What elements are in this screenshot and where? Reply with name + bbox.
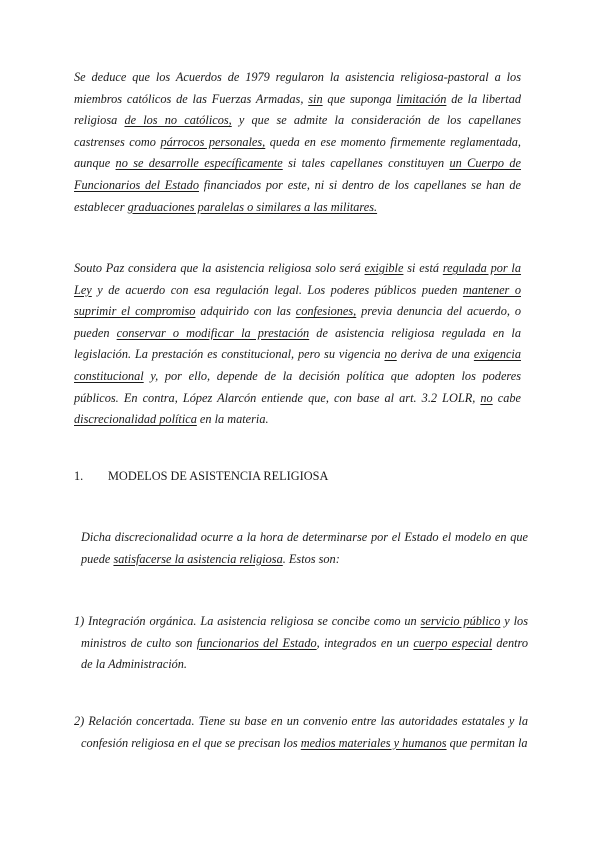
text-run: 2) Relación concertada. Tiene su base en un convenio entre las autoridades estatales y la confesión religiosa en el que se precisan los xyxy=(74,714,528,750)
text-run: en la materia. xyxy=(196,412,269,427)
underlined-text: sin xyxy=(308,91,323,106)
text-run: Se deduce que los Acuerdos de 1979 regularon la asistencia religiosa-pastoral a los miembros católicos de las Fuerzas Armadas, xyxy=(74,70,521,106)
text-run: 1) Integración orgánica. La asistencia religiosa se concibe como un xyxy=(74,614,421,628)
text-run: que permitan la xyxy=(446,735,528,750)
list-item-relacion-concertada xyxy=(74,711,528,771)
underlined-text: funcionarios del Estado xyxy=(196,635,317,650)
text-run: que suponga xyxy=(322,91,397,106)
underlined-text: exigible xyxy=(364,261,404,275)
list-item-integracion-organica xyxy=(74,611,528,676)
section-title: MODELOS DE ASISTENCIA RELIGIOSA xyxy=(108,469,329,483)
underlined-text: un Cuerpo de Funcionarios del Estado xyxy=(74,156,521,192)
text-run: y de acuerdo con esa regulación legal. Los poderes públicos pueden xyxy=(91,282,463,297)
text-run: financiados por este, ni si dentro de los capellanes se han de establecer xyxy=(74,177,521,214)
text-run: adquirido con las xyxy=(195,304,296,319)
underlined-text: graduaciones paralelas o similares a las militares. xyxy=(127,199,378,214)
underlined-text: de los no católicos, xyxy=(124,113,232,128)
text-run: Souto Paz considera que la asistencia religiosa solo será xyxy=(74,261,365,275)
section-heading xyxy=(74,466,521,486)
underlined-text: no se desarrolle específicamente xyxy=(115,156,283,171)
paragraph-acuerdos-1979 xyxy=(74,67,521,218)
text-run: queda en ese momento firmemente reglamentada, aunque xyxy=(74,134,521,171)
underlined-text: servicio público xyxy=(420,614,501,628)
text-run: si tales capellanes constituyen xyxy=(282,156,450,171)
underlined-text: cuerpo especial xyxy=(413,635,493,650)
paragraph-souto-paz xyxy=(74,258,521,431)
underlined-text: exigencia constitucional xyxy=(74,347,521,383)
text-run: dentro de la Administración. xyxy=(81,635,528,672)
text-run: deriva de una xyxy=(396,347,474,362)
text-run: . Estos son: xyxy=(282,551,340,566)
paragraph-discrecionalidad xyxy=(74,527,528,570)
underlined-text: no xyxy=(480,390,493,405)
text-run: , integrados en un xyxy=(316,635,414,650)
text-run: Dicha discrecionalidad ocurre a la hora de determinarse por el Estado el modelo en que puede xyxy=(81,530,528,566)
underlined-text: confesiones, xyxy=(295,304,357,319)
text-run: cabe xyxy=(492,390,521,405)
underlined-text: no xyxy=(384,347,397,362)
text-run: y que se admite la consideración de los capellanes castrenses como xyxy=(74,113,522,149)
text-run: y, por ello, depende de la decisión política que adopten los poderes públicos. En contra, López Alarcón entiende que, con base al art. 3.2 LOLR, xyxy=(74,368,521,405)
text-run: previa denuncia del acuerdo, o pueden xyxy=(74,304,521,340)
underlined-text: medios materiales y humanos xyxy=(300,735,447,750)
underlined-text: discrecionalidad política xyxy=(74,412,197,427)
text-run: de la libertad religiosa xyxy=(74,91,521,128)
underlined-text: limitación xyxy=(396,91,447,106)
underlined-text: satisfacerse la asistencia religiosa xyxy=(113,551,283,566)
text-run: y los ministros de culto son xyxy=(81,614,528,650)
underlined-text: regulada por la Ley xyxy=(74,261,522,297)
text-run: si está xyxy=(403,261,443,275)
underlined-text: conservar o modificar la prestación xyxy=(116,325,310,340)
underlined-text: mantener o suprimir el compromiso xyxy=(74,282,521,319)
text-run: de asistencia religiosa regulada en la legislación. La prestación es constitucional, pero su vigencia xyxy=(74,325,521,362)
underlined-text: párrocos personales, xyxy=(160,134,266,149)
section-number: 1. xyxy=(74,469,84,483)
